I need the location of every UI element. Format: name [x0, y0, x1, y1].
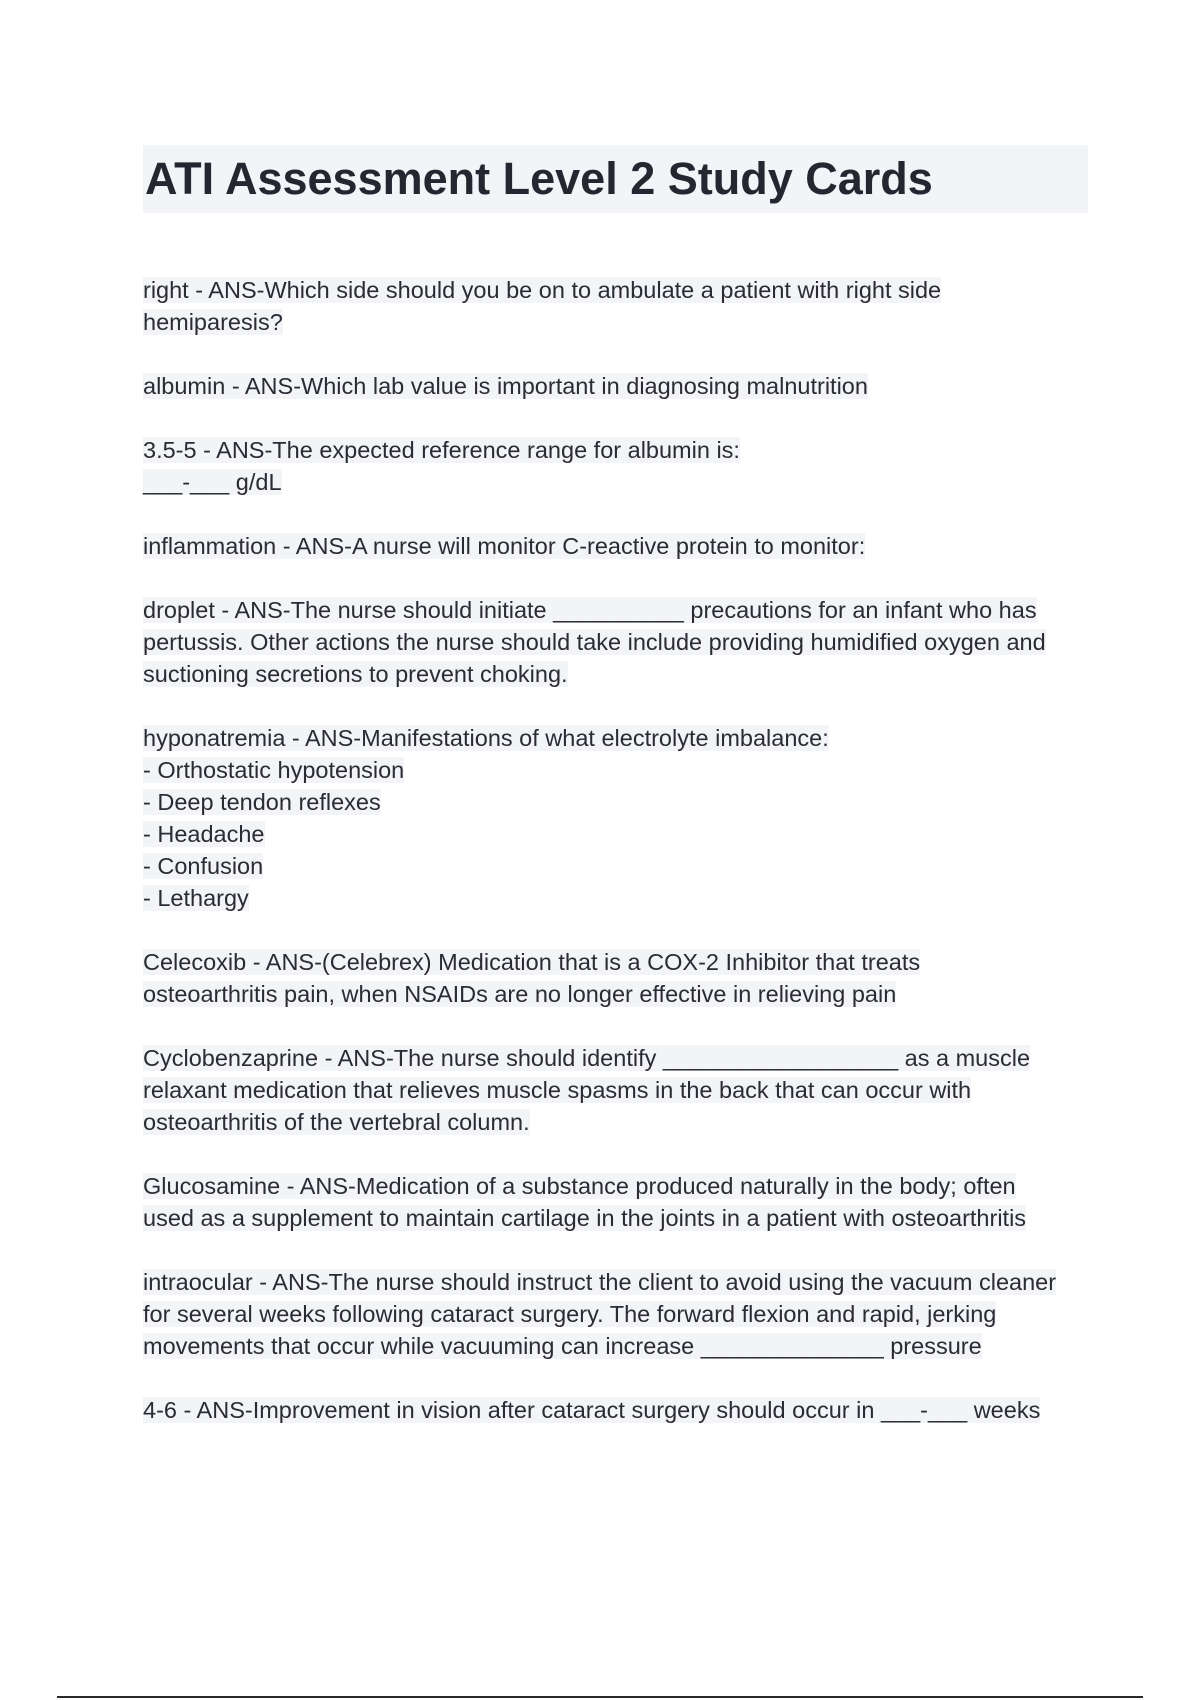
card-line: osteoarthritis pain, when NSAIDs are no longer effective in relieving pain	[143, 981, 897, 1007]
study-card-list	[143, 274, 1088, 1458]
card-line: Glucosamine - ANS-Medication of a substance produced naturally in the body; often	[143, 1173, 1016, 1199]
card-line: suctioning secretions to prevent choking.	[143, 661, 568, 687]
card-line: Celecoxib - ANS-(Celebrex) Medication that is a COX-2 Inhibitor that treats	[143, 949, 921, 975]
card-line: for several weeks following cataract surgery. The forward flexion and rapid, jerking	[143, 1301, 997, 1327]
study-card	[143, 722, 1088, 914]
study-card	[143, 594, 1088, 690]
study-card	[143, 946, 1088, 1010]
study-card	[143, 1266, 1088, 1362]
card-line: hyponatremia - ANS-Manifestations of what electrolyte imbalance:	[143, 725, 829, 751]
card-line: droplet - ANS-The nurse should initiate __________ precautions for an infant who has	[143, 597, 1037, 623]
card-line: - Lethargy	[143, 885, 249, 911]
card-line: Cyclobenzaprine - ANS-The nurse should identify __________________ as a muscle	[143, 1045, 1031, 1071]
card-line: osteoarthritis of the vertebral column.	[143, 1109, 530, 1135]
card-line: hemiparesis?	[143, 309, 283, 335]
card-line: intraocular - ANS-The nurse should instruct the client to avoid using the vacuum cleaner	[143, 1269, 1057, 1295]
card-line: ___-___ g/dL	[143, 469, 282, 495]
card-line: - Deep tendon reflexes	[143, 789, 381, 815]
card-line: relaxant medication that relieves muscle spasms in the back that can occur with	[143, 1077, 972, 1103]
page-bottom-rule	[57, 1696, 1143, 1698]
card-line: albumin - ANS-Which lab value is important in diagnosing malnutrition	[143, 373, 868, 399]
card-line: inflammation - ANS-A nurse will monitor C-reactive protein to monitor:	[143, 533, 866, 559]
card-line: right - ANS-Which side should you be on to ambulate a patient with right side	[143, 277, 942, 303]
card-line: used as a supplement to maintain cartilage in the joints in a patient with osteoarthritis	[143, 1205, 1027, 1231]
study-card	[143, 274, 1088, 338]
card-line: - Headache	[143, 821, 265, 847]
card-line: movements that occur while vacuuming can increase ______________ pressure	[143, 1333, 982, 1359]
study-card	[143, 1042, 1088, 1138]
document-title: ATI Assessment Level 2 Study Cards	[145, 153, 933, 204]
card-line: pertussis. Other actions the nurse should take include providing humidified oxygen and	[143, 629, 1046, 655]
card-line: 3.5-5 - ANS-The expected reference range for albumin is:	[143, 437, 740, 463]
study-card	[143, 530, 1088, 562]
study-card	[143, 434, 1088, 498]
study-card	[143, 1394, 1088, 1426]
card-line: 4-6 - ANS-Improvement in vision after cataract surgery should occur in ___-___ weeks	[143, 1397, 1041, 1423]
title-block	[143, 145, 1088, 213]
card-line: - Confusion	[143, 853, 264, 879]
study-card	[143, 370, 1088, 402]
card-line: - Orthostatic hypotension	[143, 757, 405, 783]
study-card	[143, 1170, 1088, 1234]
